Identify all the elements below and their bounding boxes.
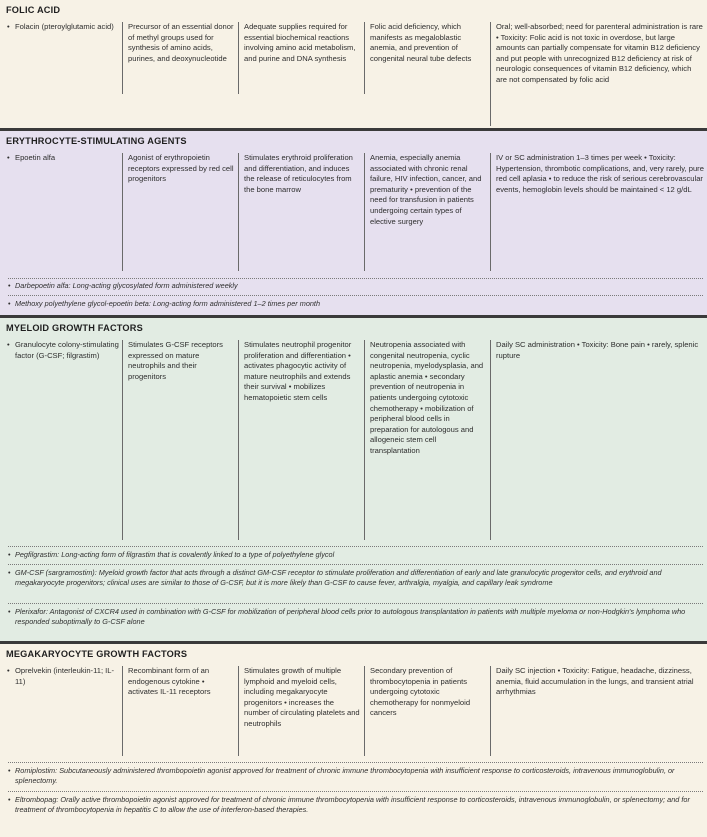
note-pegfilgrastim: • Pegfilgrastim: Long-acting form of filgrastim that is covalently linked to a type of polyethylene glycol [8,550,700,560]
pharmacokinetics-cell: Oral; well-absorbed; need for parenteral administration is rare • Toxicity: Folic acid is not toxic in overdose, but large amounts can partially compensate for vitamin B12 deficiency and put people with unrecognized B12 deficiency at risk of neurologic consequences of vitamin B12 deficiency, which are not compensated by folic acid [490,22,704,126]
pharmacokinetics-cell: IV or SC administration 1–3 times per week • Toxicity: Hypertension, thrombotic complications, and, very rarely, pure red cell aplasia • to reduce the risk of serious cerebrovascular events, hemoglobin levels should be maintained < 12 g/dL [490,153,704,271]
section-folic-acid [0,0,707,128]
section-heading: ERYTHROCYTE-STIMULATING AGENTS [6,136,187,146]
section-heading: MYELOID GROWTH FACTORS [6,323,143,333]
drug-name: • Granulocyte colony-stimulating factor (G-CSF; filgrastim) [15,340,119,360]
drug-name-cell [8,22,120,33]
note-methoxy-peg-epoetin: • Methoxy polyethylene glycol-epoetin beta: Long-acting form administered 1–2 times per month [8,299,700,309]
mechanism-cell: Precursor of an essential donor of methyl groups used for synthesis of amino acids, purines, and deoxynucleotide [122,22,235,94]
drug-name-cell [8,340,120,361]
effects-cell: Adequate supplies required for essential biochemical reactions involving amino acid metabolism, and purine and DNA synthesis [238,22,361,94]
note-separator [8,603,703,604]
pharmacokinetics-cell: Daily SC injection • Toxicity: Fatigue, headache, dizziness, anemia, fluid accumulation in the lungs, and transient atrial arrhythmias [490,666,704,756]
drug-name-cell [8,153,120,164]
note-plerixafor: • Plerixafor: Antagonist of CXCR4 used in combination with G-CSF for mobilization of peripheral blood cells prior to autologous transplantation in patients with multiple myeloma or non-Hodgkin's lymphoma who responded suboptimally to G-CSF alone [8,607,700,627]
note-separator [8,791,703,792]
note-separator [8,278,703,279]
section-megakaryocyte-growth-factors [0,644,707,837]
section-heading: MEGAKARYOCYTE GROWTH FACTORS [6,649,188,659]
note-separator [8,546,703,547]
applications-cell: Neutropenia associated with congenital neutropenia, cyclic neutropenia, myelodysplasia, and aplastic anemia • secondary prevention of neutropenia in patients undergoing cytotoxic chemotherapy • mobilization of peripheral blood cells in preparation for autologous and allogeneic stem cell transplantation [364,340,487,540]
section-heading: FOLIC ACID [6,5,61,15]
effects-cell: Stimulates growth of multiple lymphoid and myeloid cells, including megakaryocyte progenitors • increases the number of circulating platelets and neutrophils [238,666,361,756]
note-eltrombopag: • Eltrombopag: Orally active thrombopoietin agonist approved for treatment of chronic immune thrombocytopenia with insufficient response to corticosteroids, intravenous immunoglobulin, or splenectomy; and for treatment of thrombocytopenia in hepatitis C to allow the use of interferon-based therapies. [8,795,700,815]
mechanism-cell: Agonist of erythropoietin receptors expressed by red cell progenitors [122,153,235,271]
note-separator [8,762,703,763]
pharmacokinetics-cell: Daily SC administration • Toxicity: Bone pain • rarely, splenic rupture [490,340,704,540]
section-myeloid-growth-factors [0,318,707,641]
effects-cell: Stimulates erythroid proliferation and differentiation, and induces the release of reticulocytes from the bone marrow [238,153,361,271]
note-darbepoetin: • Darbepoetin alfa: Long-acting glycosylated form administered weekly [8,281,700,291]
drug-name: • Oprelvekin (interleukin-11; IL-11) [15,666,115,686]
mechanism-cell: Recombinant form of an endogenous cytokine • activates IL-11 receptors [122,666,235,756]
note-separator [8,564,703,565]
applications-cell: Secondary prevention of thrombocytopenia in patients undergoing cytotoxic chemotherapy for nonmyeloid cancers [364,666,487,756]
section-erythrocyte-stimulating-agents [0,131,707,315]
drug-name: • Folacin (pteroylglutamic acid) [15,22,114,31]
note-romiplostim: • Romiplostim: Subcutaneously administered thrombopoietin agonist approved for treatment of chronic immune thrombocytopenia with insufficient response to corticosteroids, intravenous immunoglobulin, or splenectomy. [8,766,700,786]
effects-cell: Stimulates neutrophil progenitor proliferation and differentiation • activates phagocytic activity of mature neutrophils and extends their survival • mobilizes hematopoietic stem cells [238,340,361,540]
drug-name: • Epoetin alfa [15,153,56,162]
drug-name-cell [8,666,120,687]
note-gm-csf: • GM-CSF (sargramostim): Myeloid growth factor that acts through a distinct GM-CSF receptor to stimulate proliferation and differentiation of early and late granulocytic progenitor cells, and erythroid and megakaryocyte progenitors; clinical uses are similar to those of G-CSF, but it is more likely than G-CSF to cause fever, arthralgia, myalgia, and capillary leak syndrome [8,568,700,588]
note-separator [8,295,703,296]
mechanism-cell: Stimulates G-CSF receptors expressed on mature neutrophils and their progenitors [122,340,235,540]
applications-cell: Folic acid deficiency, which manifests as megaloblastic anemia, and prevention of congenital neural tube defects [364,22,487,94]
applications-cell: Anemia, especially anemia associated with chronic renal failure, HIV infection, cancer, and prematurity • prevention of the need for transfusion in patients undergoing certain types of elective surgery [364,153,487,271]
